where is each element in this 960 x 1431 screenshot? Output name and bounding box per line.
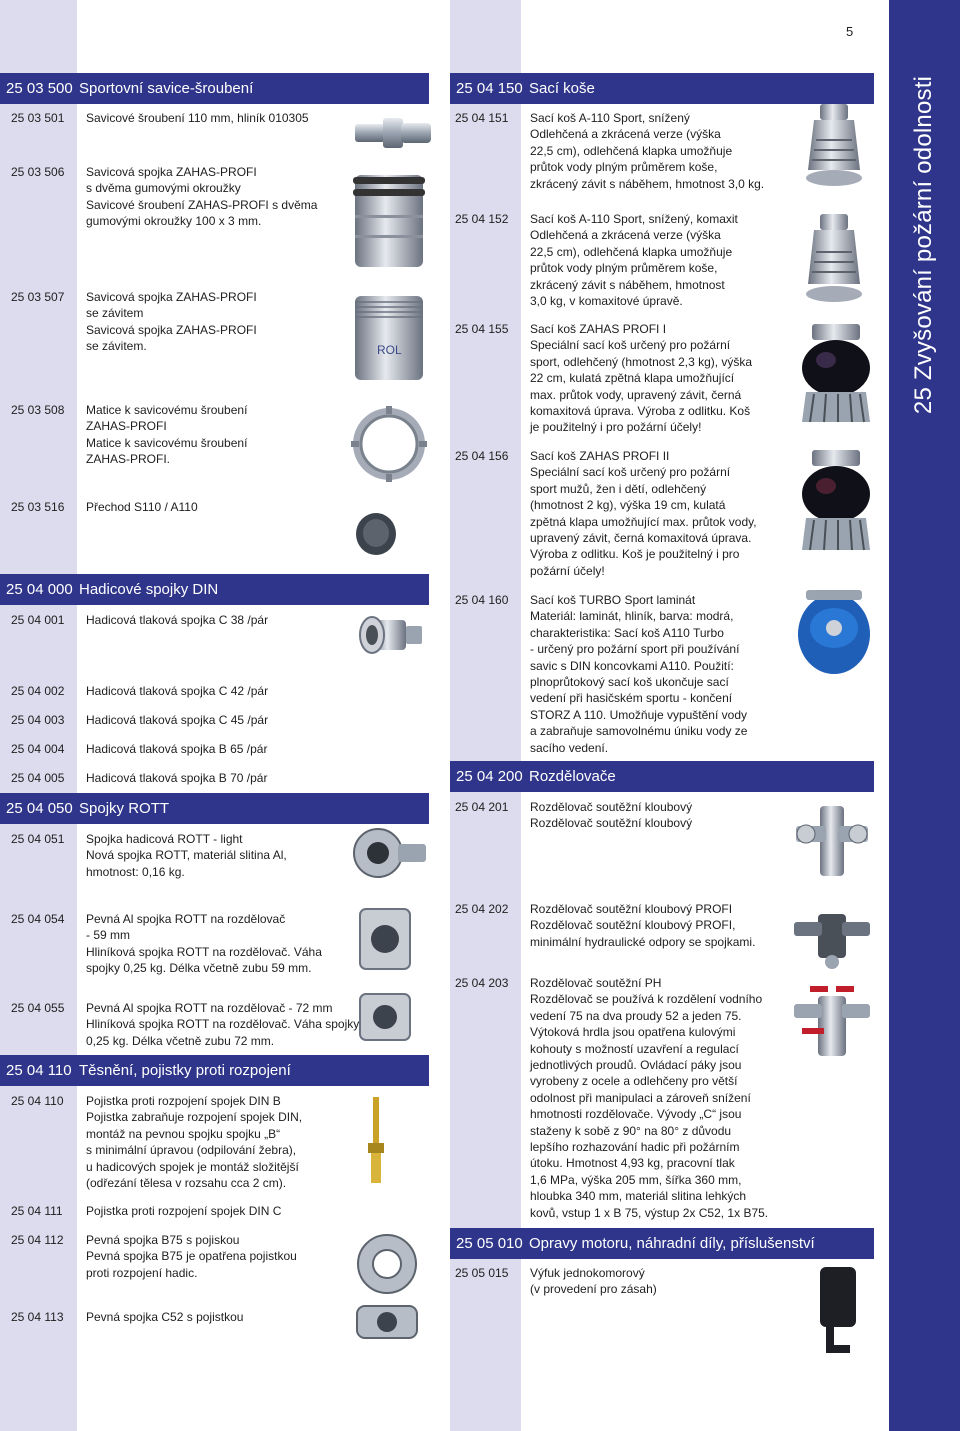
description-line: vedení při hasičském sportu - končení xyxy=(530,691,733,706)
suction-strainer-zahas-1-image xyxy=(798,322,874,432)
description-line: zkrácený závit s náběhem, hmotnost 3,0 kg. xyxy=(530,176,765,191)
product-code: 25 04 051 xyxy=(11,832,65,846)
description-line: Výroba z odlitku. Koš je použitelný i pro xyxy=(530,547,740,562)
description-line: charakteristika: Sací koš A110 Turbo xyxy=(530,625,724,640)
description-line: 22 cm, kulatá zpětná klapa umožňující xyxy=(530,371,735,386)
description-line: montáž na pevnou spojku spojku „B“ xyxy=(86,1126,281,1141)
transition-cap-image xyxy=(355,512,397,556)
product-description xyxy=(86,1232,297,1281)
description-line: zpětná klapa umožňující max. průtok vody, xyxy=(530,514,757,529)
description-line: Pevná Al spojka ROTT na rozdělovač xyxy=(86,912,286,926)
product-code: 25 03 508 xyxy=(11,403,65,417)
description-line: zkrácený závit s náběhem, hmotnost xyxy=(530,277,725,292)
description-line: u hadicových spojek je montáž složitější xyxy=(86,1159,299,1174)
description-line: Sací koš A-110 Sport, snížený xyxy=(530,111,690,125)
description-line: Hadicová tlaková spojka C 42 /pár xyxy=(86,684,269,698)
description-line: komaxitová úprava. Výroba z odlitku. Koš xyxy=(530,404,751,419)
product-code: 25 04 151 xyxy=(455,111,509,125)
product-code: 25 04 155 xyxy=(455,322,509,336)
section-title: Spojky ROTT xyxy=(79,800,170,817)
description-line: Pojistka proti rozpojení spojek DIN B xyxy=(86,1094,281,1108)
product-code: 25 03 516 xyxy=(11,500,65,514)
coupling-with-rings-image xyxy=(349,165,429,273)
description-line: se závitem. xyxy=(86,339,147,354)
product-code: 25 04 002 xyxy=(11,684,65,698)
description-line: 22,5 cm), odlehčená klapka umožňuje xyxy=(530,244,733,259)
description-line: Spojka hadicová ROTT - light xyxy=(86,832,243,846)
side-title: 25 Zvyšování požární odolnosti xyxy=(910,75,937,415)
description-line: 3,0 kg, v komaxitové úpravě. xyxy=(530,294,683,309)
page-number: 5 xyxy=(846,24,854,39)
product-description xyxy=(86,831,287,880)
nut-ring-image xyxy=(349,404,429,484)
description-line: Pevná spojka B75 je opatřena pojistkou xyxy=(86,1249,297,1264)
product-description xyxy=(86,741,267,757)
description-line: ZAHAS-PROFI xyxy=(86,419,167,434)
description-line: kohouty s možností uzavření a regulací xyxy=(530,1041,739,1056)
description-line: 0,25 kg. Délka včetně zubu 72 mm. xyxy=(86,1033,275,1048)
description-line: je použitelný i pro požární účely! xyxy=(530,420,702,435)
description-line: Sací koš TURBO Sport laminát xyxy=(530,593,696,607)
description-line: hloubka 340 mm, materiál slitina lehkých xyxy=(530,1189,747,1204)
description-line: Rozdělovač soutěžní kloubový PROFI xyxy=(530,902,733,916)
b75-coupling-image xyxy=(351,1233,423,1295)
suction-strainer-komaxit-image xyxy=(802,210,866,306)
product-description xyxy=(530,321,752,436)
pressure-coupling-image xyxy=(352,608,424,662)
section-code: 25 03 500 xyxy=(6,80,73,97)
product-code: 25 03 506 xyxy=(11,165,65,179)
section-header-rozdelovace xyxy=(450,761,874,792)
description-line: průtok vody plným průměrem koše, xyxy=(530,160,718,175)
description-line: Odlehčená a zkrácená verze (výška xyxy=(530,127,721,142)
description-line: průtok vody plným průměrem koše, xyxy=(530,261,718,276)
description-line: Savicová spojka ZAHAS-PROFI xyxy=(86,322,257,337)
description-line: Savicová spojka ZAHAS-PROFI xyxy=(86,165,257,179)
product-description xyxy=(86,499,198,515)
description-line: Rozdělovač soutěžní kloubový PROFI, xyxy=(530,918,736,933)
description-line: Rozdělovač soutěžní kloubový xyxy=(530,816,693,831)
description-line: Savicové šroubení ZAHAS-PROFI s dvěma xyxy=(86,197,318,212)
description-line: sport mužů, žen i dětí, odlehčený xyxy=(530,481,707,496)
description-line: se závitem xyxy=(86,306,144,321)
description-line: ZAHAS-PROFI. xyxy=(86,452,171,467)
description-line: Pojistka zabraňuje rozpojení spojek DIN, xyxy=(86,1110,303,1125)
description-line: Pevná Al spojka ROTT na rozdělovač - 72 mm xyxy=(86,1001,333,1015)
description-line: proti rozpojení hadic. xyxy=(86,1265,198,1280)
description-line: Hadicová tlaková spojka C 38 /pár xyxy=(86,613,269,627)
product-code: 25 04 111 xyxy=(11,1204,63,1218)
description-line: plnoprůtokový sací koš ukončuje sací xyxy=(530,675,729,690)
description-line: STORZ A 110. Umožňuje vypuštění vody xyxy=(530,707,747,722)
product-description xyxy=(530,211,738,309)
section-code: 25 05 010 xyxy=(456,1235,523,1252)
description-line: požární účely! xyxy=(530,563,605,578)
description-line: gumovými okroužky 100 x 3 mm. xyxy=(86,214,262,229)
section-title: Opravy motoru, náhradní díly, příslušenství xyxy=(529,1235,815,1252)
product-description xyxy=(86,612,268,628)
description-line: s dvěma gumovými okroužky xyxy=(86,181,241,196)
description-line: Savicové šroubení 110 mm, hliník 010305 xyxy=(86,111,309,125)
description-line: Rozdělovač soutěžní kloubový xyxy=(530,800,693,814)
section-header-spojky-rott xyxy=(0,793,429,824)
distributor-image xyxy=(792,800,872,886)
description-line: Rozdělovač soutěžní PH xyxy=(530,976,662,990)
description-line: 1,6 MPa, výška 205 mm, šířka 360 mm, xyxy=(530,1172,742,1187)
description-line: Speciální sací koš určený pro požární xyxy=(530,338,731,353)
product-description xyxy=(86,770,267,786)
description-line: Nová spojka ROTT, materiál slitina Al, xyxy=(86,848,287,863)
description-line: Hadicová tlaková spojka C 45 /pár xyxy=(86,713,269,727)
description-line: hmotnosti rozdělovače. Vývody „C“ jsou xyxy=(530,1107,742,1122)
description-line: vyrobeny z ocele a odlehčeny pro větší xyxy=(530,1074,738,1089)
description-line: (v provedení pro zásah) xyxy=(530,1282,657,1297)
product-description xyxy=(86,911,322,977)
section-code: 25 04 110 xyxy=(6,1062,72,1079)
c52-coupling-image xyxy=(351,1300,423,1344)
description-line: a zabraňuje samovolnému úniku vody ze xyxy=(530,724,748,739)
product-description xyxy=(86,1203,281,1219)
product-code: 25 04 112 xyxy=(11,1233,64,1247)
description-line: savic s DIN koncovkami A110. Použití: xyxy=(530,658,734,673)
product-code: 25 04 005 xyxy=(11,771,65,785)
rott-distributor-coupling-image xyxy=(352,903,418,975)
product-code: 25 04 152 xyxy=(455,212,509,226)
description-line: 22,5 cm), odlehčená klapka umožňuje xyxy=(530,143,733,158)
description-line: minimální hydraulické odpory se spojkami. xyxy=(530,934,756,949)
description-line: hmotnost: 0,16 kg. xyxy=(86,864,185,879)
description-line: Přechod S110 / A110 xyxy=(86,500,198,514)
description-line: vedení 75 na dva proudy 52 a jeden 75. xyxy=(530,1008,742,1023)
rott-72-coupling-image xyxy=(352,988,418,1046)
section-code: 25 04 200 xyxy=(456,768,523,785)
description-line: Sací koš A-110 Sport, snížený, komaxit xyxy=(530,212,738,226)
turbo-suction-strainer-image xyxy=(792,588,876,680)
product-code: 25 04 003 xyxy=(11,713,65,727)
product-description xyxy=(530,901,755,950)
product-description xyxy=(86,110,309,126)
product-description xyxy=(86,1309,243,1325)
product-description xyxy=(86,1093,302,1191)
description-line: upravený závit, černá komaxitová úprava. xyxy=(530,531,752,546)
product-description xyxy=(86,683,268,699)
threaded-coupling-image xyxy=(349,292,429,384)
product-description xyxy=(530,975,768,1221)
description-line: s minimální úpravou (odpilování žebra), xyxy=(86,1143,297,1158)
description-line: Matice k savicovému šroubení xyxy=(86,435,248,450)
section-title: Sportovní savice-šroubení xyxy=(79,80,254,97)
description-line: Materiál: laminát, hliník, barva: modrá, xyxy=(530,609,734,624)
description-line: staženy k sobě z 90° na 80° z důvodu xyxy=(530,1123,732,1138)
description-line: Výtoková hrdla jsou opatřena kulovými xyxy=(530,1025,736,1040)
description-line: Hliníková spojka ROTT na rozdělovač. Váha xyxy=(86,944,322,959)
section-header-savice xyxy=(0,73,429,104)
description-line: spojky 0,25 kg. Délka včetně zubu 59 mm. xyxy=(86,961,312,976)
product-description xyxy=(530,448,757,579)
description-line: Matice k savicovému šroubení xyxy=(86,403,248,417)
description-line: Hadicová tlaková spojka B 65 /pár xyxy=(86,742,268,756)
description-line: jednotlivých proudů. Ovládací páky jsou xyxy=(530,1058,742,1073)
description-line: Odlehčená a zkrácená verze (výška xyxy=(530,228,721,243)
description-line: Hadicová tlaková spojka B 70 /pár xyxy=(86,771,268,785)
description-line: Rozdělovač se používá k rozdělení vodního xyxy=(530,992,763,1007)
svg-text:ROL: ROL xyxy=(377,343,402,357)
product-code: 25 04 160 xyxy=(455,593,509,607)
description-line: lepšího rozhazování hadic při požárním xyxy=(530,1140,740,1155)
product-code: 25 03 507 xyxy=(11,290,65,304)
safety-pin-image xyxy=(365,1095,387,1185)
description-line: Sací koš ZAHAS PROFI I xyxy=(530,322,667,336)
description-line: Speciální sací koš určený pro požární xyxy=(530,465,731,480)
section-header-opravy-motoru xyxy=(450,1228,874,1259)
distributor-ph-image xyxy=(792,978,872,1068)
product-code: 25 03 501 xyxy=(11,111,65,125)
description-line: kovů, vstup 1 x B 75, výstup 2x C52, 1x B75. xyxy=(530,1205,769,1220)
description-line: Hliníková spojka ROTT na rozdělovač. Váha spojky xyxy=(86,1017,360,1032)
product-code: 25 04 055 xyxy=(11,1001,65,1015)
product-code: 25 04 113 xyxy=(11,1310,64,1324)
description-line: Výfuk jednokomorový xyxy=(530,1266,645,1280)
section-title: Hadicové spojky DIN xyxy=(79,581,219,598)
section-header-tesneni xyxy=(0,1055,429,1086)
product-code: 25 04 054 xyxy=(11,912,65,926)
product-description xyxy=(86,402,247,468)
suction-strainer-zahas-2-image xyxy=(798,448,874,560)
product-description xyxy=(530,799,692,832)
product-code: 25 04 004 xyxy=(11,742,65,756)
description-line: útoku. Hmotnost 4,93 kg, pracovní tlak xyxy=(530,1156,735,1171)
product-description xyxy=(530,1265,657,1298)
product-code: 25 04 110 xyxy=(11,1094,64,1108)
product-code: 25 04 202 xyxy=(455,902,509,916)
product-description xyxy=(530,110,764,192)
description-line: sacího vedení. xyxy=(530,740,609,755)
section-header-hadicove-spojky xyxy=(0,574,429,605)
product-code: 25 04 001 xyxy=(11,613,65,627)
product-code: 25 04 201 xyxy=(455,800,509,814)
product-description xyxy=(86,164,317,230)
section-code: 25 04 150 xyxy=(456,80,523,97)
distributor-profi-image xyxy=(792,900,872,970)
section-title: Těsnění, pojistky proti rozpojení xyxy=(79,1062,291,1079)
description-line: Pevná spojka C52 s pojistkou xyxy=(86,1310,244,1324)
product-code: 25 04 203 xyxy=(455,976,509,990)
product-code: 25 05 015 xyxy=(455,1266,509,1280)
description-line: - 59 mm xyxy=(86,928,131,943)
description-line: sport, odlehčený (hmotnost 2,3 kg), výška xyxy=(530,354,753,369)
section-code: 25 04 050 xyxy=(6,800,73,817)
description-line: max. průtok vody, upravený závit, černá xyxy=(530,387,742,402)
section-title: Sací koše xyxy=(529,80,595,97)
exhaust-pipe-image xyxy=(814,1263,862,1355)
description-line: (hmotnost 2 kg), výška 19 cm, kulatá xyxy=(530,498,726,513)
product-description xyxy=(530,592,747,756)
description-line: Savicová spojka ZAHAS-PROFI xyxy=(86,290,257,304)
product-description xyxy=(86,289,257,355)
suction-strainer-image xyxy=(802,100,866,190)
section-code: 25 04 000 xyxy=(6,581,73,598)
description-line: Pevná spojka B75 s pojiskou xyxy=(86,1233,240,1247)
description-line: odolnost při manipulaci a zároveň snížení xyxy=(530,1090,751,1105)
description-line: Pojistka proti rozpojení spojek DIN C xyxy=(86,1204,282,1218)
section-title: Rozdělovače xyxy=(529,768,616,785)
product-code: 25 04 156 xyxy=(455,449,509,463)
hose-coupling-image xyxy=(353,110,435,156)
description-line: Sací koš ZAHAS PROFI II xyxy=(530,449,670,463)
rott-coupling-image xyxy=(350,824,430,882)
product-description xyxy=(86,1000,359,1049)
description-line: (odřezání tělesa v rozsahu cca 2 cm). xyxy=(86,1176,287,1191)
description-line: - určený pro požární sport při používání xyxy=(530,642,740,657)
product-description xyxy=(86,712,268,728)
